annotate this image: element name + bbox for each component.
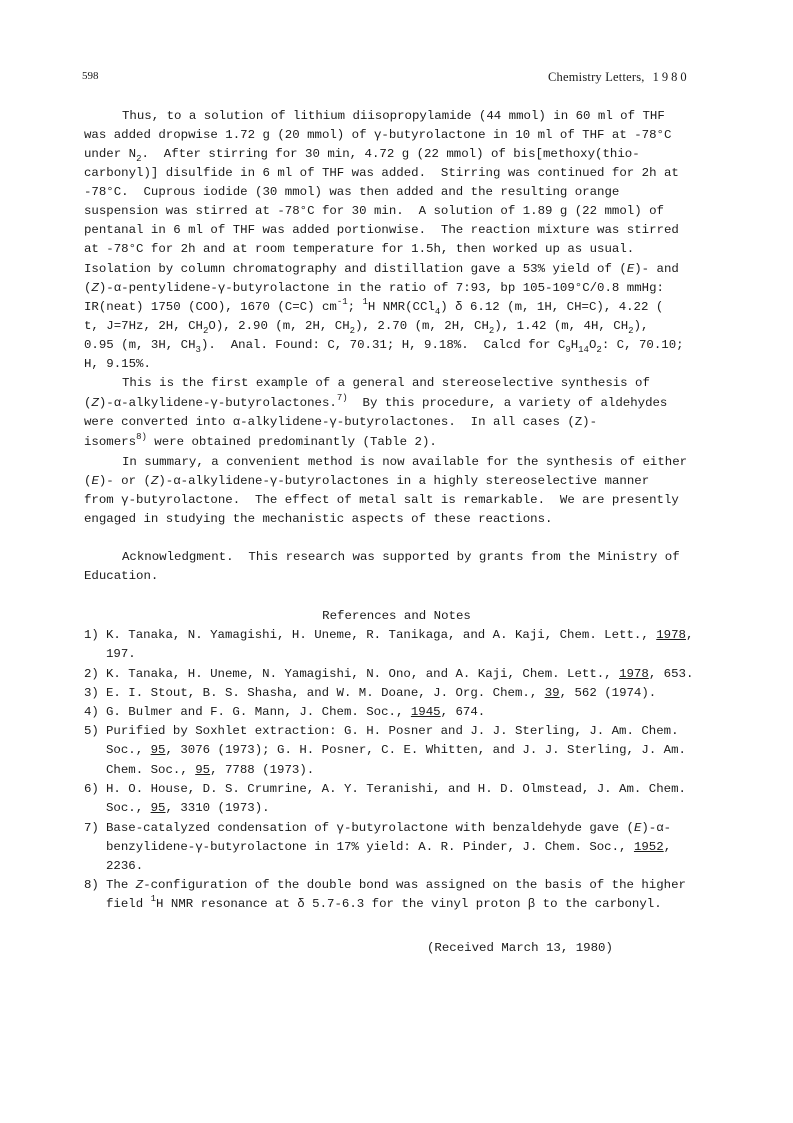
reference-text: K. Tanaka, N. Yamagishi, H. Uneme, R. Tanikaga, and A. Kaji, Chem. Lett., 1978, (106, 628, 694, 642)
reference-text: 197. (106, 647, 136, 661)
reference-text: Soc., 95, 3076 (1973); G. H. Posner, C. E. Whitten, and J. J. Sterling, J. Am. (106, 743, 686, 757)
reference-text: H. O. House, D. S. Crumrine, A. Y. Teranishi, and H. D. Olmstead, J. Am. Chem. (106, 782, 686, 796)
text-line: from γ-butyrolactone. The effect of metal salt is remarkable. We are presently (84, 493, 679, 507)
text-line: -78°C. Cuprous iodide (30 mmol) was then added and the resulting orange (84, 185, 620, 199)
reference-text: Chem. Soc., 95, 7788 (1973). (106, 763, 315, 777)
reference-text: Soc., 95, 3310 (1973). (106, 801, 270, 815)
reference-text: field $^1$H NMR resonance at δ 5.7-6.3 for the vinyl proton β to the carbonyl. (106, 894, 662, 911)
text-line: This is the first example of a general and stereoselective synthesis of (122, 376, 650, 390)
reference-number: 6) (84, 782, 99, 796)
reference-number: 2) (84, 667, 99, 681)
journal-year: 1980 (652, 70, 690, 84)
text-line: suspension was stirred at -78°C for 30 min. A solution of 1.89 g (22 mmol) of (84, 204, 664, 218)
text-line: isomers$^{8)}$ were obtained predominantly (Table 2). (84, 432, 437, 449)
running-header (548, 70, 690, 85)
text-line: pentanal in 6 ml of THF was added portionwise. The reaction mixture was stirred (84, 223, 679, 237)
reference-number: 5) (84, 724, 99, 738)
reference-text: Base-catalyzed condensation of γ-butyrolactone with benzaldehyde gave (E)-α- (106, 821, 672, 835)
journal-name: Chemistry Letters, (548, 70, 645, 84)
reference-number: 1) (84, 628, 99, 642)
text-line: Acknowledgment. This research was supported by grants from the Ministry of (122, 550, 680, 564)
text-line: Education. (84, 569, 159, 583)
text-line: (Z)-α-alkylidene-γ-butyrolactones.$^{7)}$ By this procedure, a variety of aldehydes (84, 393, 668, 410)
text-line: Isolation by column chromatography and distillation gave a 53% yield of (E)- and (84, 262, 679, 276)
references-heading: References and Notes (322, 609, 471, 623)
reference-text: The Z-configuration of the double bond was assigned on the basis of the higher (106, 878, 686, 892)
text-line: engaged in studying the mechanistic aspects of these reactions. (84, 512, 553, 526)
reference-number: 3) (84, 686, 99, 700)
reference-text: benzylidene-γ-butyrolactone in 17% yield: A. R. Pinder, J. Chem. Soc., 1952, (106, 840, 672, 854)
text-line: at -78°C for 2h and at room temperature for 1.5h, then worked up as usual. (84, 242, 635, 256)
reference-text: 2236. (106, 859, 144, 873)
received-date: (Received March 13, 1980) (427, 941, 613, 955)
text-line: H, 9.15%. (84, 357, 151, 371)
text-line: t, J=7Hz, 2H, $CH_2O$), 2.90 (m, 2H, $CH_2$), 2.70 (m, 2H, $CH_2$), 1.42 (m, 4H, $CH_2$), (84, 319, 649, 336)
text-line: under $N_2$. After stirring for 30 min, 4.72 g (22 mmol) of bis[methoxy(thio- (84, 147, 640, 164)
reference-text: G. Bulmer and F. G. Mann, J. Chem. Soc., 1945, 674. (106, 705, 486, 719)
text-line: were converted into α-alkylidene-γ-butyrolactones. In all cases (Z)- (84, 415, 598, 429)
reference-text: E. I. Stout, B. S. Shasha, and W. M. Doane, J. Org. Chem., 39, 562 (1974). (106, 686, 657, 700)
reference-text: K. Tanaka, H. Uneme, N. Yamagishi, N. Ono, and A. Kaji, Chem. Lett., 1978, 653. (106, 667, 694, 681)
text-line: was added dropwise 1.72 g (20 mmol) of γ-butyrolactone in 10 ml of THF at -78°C (84, 128, 672, 142)
text-line: (Z)-α-pentylidene-γ-butyrolactone in the ratio of 7:93, bp 105-109°C/0.8 mmHg: (84, 281, 664, 295)
text-line: 0.95 (m, 3H, $CH_3$). Anal. Found: C, 70.31; H, 9.18%. Calcd for $C_9H_{14}O_2$: C, 70.10; (84, 338, 684, 355)
text-line: In summary, a convenient method is now available for the synthesis of either (122, 455, 688, 469)
reference-text: Purified by Soxhlet extraction: G. H. Posner and J. J. Sterling, J. Am. Chem. (106, 724, 679, 738)
text-line: (E)- or (Z)-α-alkylidene-γ-butyrolactones in a highly stereoselective manner (84, 474, 650, 488)
text-line: IR(neat) 1750 (COO), 1670 (C=C) $cm^{-1}$; $^1$H NMR(CCl$_4$) δ 6.12 (m, 1H, CH=C), 4.22 ( (84, 297, 664, 317)
reference-number: 8) (84, 878, 99, 892)
text-line: Thus, to a solution of lithium diisopropylamide (44 mmol) in 60 ml of THF (122, 109, 665, 123)
page-number: 598 (82, 70, 99, 82)
reference-number: 7) (84, 821, 99, 835)
text-line: carbonyl)] disulfide in 6 ml of THF was added. Stirring was continued for 2h at (84, 166, 679, 180)
reference-number: 4) (84, 705, 99, 719)
